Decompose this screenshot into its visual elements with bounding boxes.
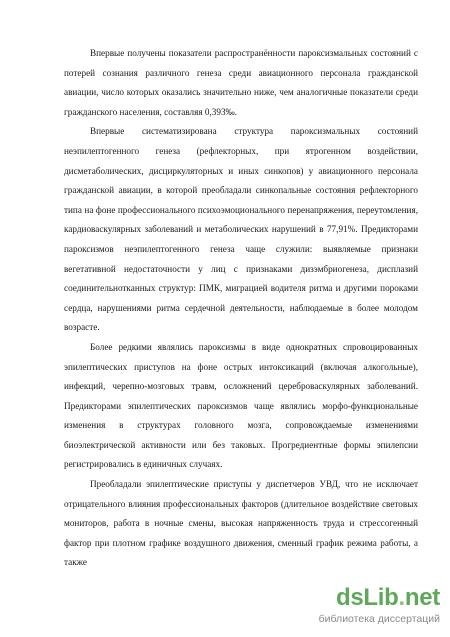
- document-body: [64, 44, 418, 573]
- paragraph-1: Впервые получены показатели распространённости пароксизмальных состояний с потерей сознания различного генеза среди авиационного персонала гражданской авиации, число которых оказались значительно ниже, чем аналогичные показатели среди гражданского населения, составляя 0,393‰.: [64, 48, 418, 117]
- watermark-subtitle: библиотека диссертаций: [318, 613, 440, 625]
- paragraph-4: Преобладали эпилептические приступы у диспетчеров УВД, что не исключает отрицательного влияния профессиональных факторов (длительное воздействие световых мониторов, работа в ночные смены, высокая напряженность труда и стрессогенный фактор при плотном графике воздушного движения, сменный график режима работы, а также: [64, 479, 418, 568]
- logo-tld: net: [404, 584, 440, 611]
- logo-dot: .: [398, 584, 405, 611]
- watermark-logo: [290, 585, 440, 629]
- watermark-logo-text: [290, 585, 440, 611]
- logo-main: dsLib: [336, 584, 399, 611]
- paragraph-2: Впервые систематизирована структура пароксизмальных состояний неэпилептогенного генеза (рефлекторных, при ятрогенном воздействии, дисметаболических, дисциркуляторных и иных синкопов) у авиационного персонала гражданской авиации, в которой преобладали синкопальные состояния рефлекторного типа на фоне профессионального психоэмоционального перенапряжения, переутомления, кардиоваскулярных заболеваний и метаболических нарушений в 77,91%. Предикторами пароксизмов неэпилептогенного генеза чаще служили: выявляемые признаки вегетативной недостаточности у лиц с признаками дизэмбриогенеза, дисплазий соединительнотканных структур: ПМК, миграцией водителя ритма и другими пороками сердца, нарушениями ритма сердечной деятельности, наблюдаемые в более молодом возрасте.: [64, 126, 418, 333]
- paragraph-3: Более редкими являлись пароксизмы в виде однократных спровоцированных эпилептических приступов на фоне острых интоксикаций (включая алкогольные), инфекций, черепно-мозговых травм, осложнений цереброваскулярных заболеваний. Предикторами эпилептических пароксизмов чаще являлись морфо-функциональные изменения в структурах головного мозга, сопровождаемые изменениями биоэлектрической активности или без таковых. Прогредиентные формы эпилепсии регистрировались в единичных случаях.: [64, 341, 418, 470]
